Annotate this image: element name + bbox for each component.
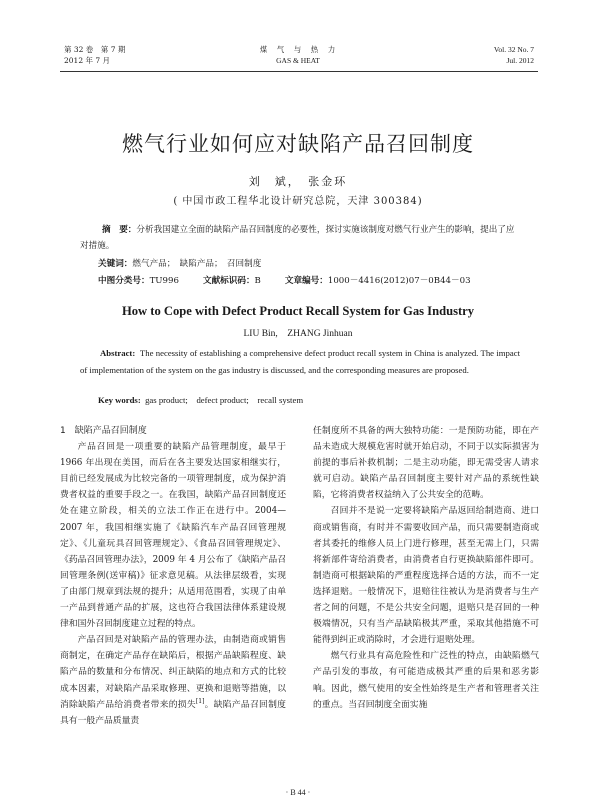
abstract-cn <box>80 222 520 255</box>
body-text: 产品召回是对缺陷产品的管理办法，由制造商或销售商制定，在确定产品存在缺陷后，根据产品缺陷程度、缺陷产品的数量和分布情况、纠正缺陷的地点和方式的比较成本因素，对缺陷产品采取修理、更换和退赔等措施，以消除缺陷产品给消费者带来的损失 <box>60 635 286 710</box>
article-number-label: 文章编号： <box>284 276 328 286</box>
body-paragraph: 任制度所不具备的两大独特功能：一是预防功能，即在产品未造成大规模危害时就开始启动，不同于以实际损害为前提的事后补救机制；二是主动功能，即无需受害人请求就可启动。缺陷产品召回制度主要针对产品的系统性缺陷，它将消费者权益纳入了公共安全的范畴。 <box>313 426 539 501</box>
journal-volume-info-en <box>494 44 534 66</box>
body-paragraph: 产品召回是一项重要的缺陷产品管理制度，最早于 1966 年出现在美国，而后在各主要发达国家相继实行，目前已经发展成为比较完备的一项管理制度，成为保护消费者权益的重要手段之一。在我国，缺陷产品召回制度还处在建立阶段，相关的立法工作正在进行中。2004—2007 年，我国相继实施了《缺陷汽车产品召回管理规定》、《儿童玩具召回管理规定》、《食品召回管理规定》、《药品召回管理办法》，2009 年 4 月公布了《缺陷产品召回管理条例(送审稿)》征求意见稿。从法律层级看，实现了由部门规章到法规的提升；从适用范围看，实现了由单一产品到普通产品的扩展，这也符合我国法律体系建设规律和国外召回制度建立过程的特点。 <box>60 442 286 630</box>
article-number <box>285 273 471 289</box>
document-code <box>203 273 261 289</box>
volume-issue: 第 32 卷 第 7 期 <box>64 45 126 54</box>
clc-label: 中图分类号： <box>98 276 150 286</box>
keywords-cn-text: 燃气产品； 缺陷产品； 召回制度 <box>132 259 262 269</box>
body-paragraph: 燃气行业具有高危险性和广泛性的特点，由缺陷燃气产品引发的事故，有可能造成极其严重的后果和恶劣影响。因此，燃气使用的安全性始终是生产者和管理者关注的重点。当召回制度全面实施 <box>313 651 539 710</box>
journal-name-en: GAS & HEAT <box>276 56 320 65</box>
abstract-en <box>80 345 520 378</box>
authors-cn: 刘 斌， 张金环 <box>248 175 348 188</box>
body-paragraph: 召回并不是说一定要将缺陷产品返回给制造商、进口商或销售商，有时并不需要收回产品，而只需要制造商或者其委托的维修人员上门进行修理，甚至无需上门，只需将新部件寄给消费者，由消费者自行更换缺陷部件即可。制造商可根据缺陷的严重程度选择合适的方法，而不一定选择退赔。一般情况下，退赔往往被认为是消费者与生产者之间的问题，不是公共安全问题，退赔只是召回的一种极端情况，只有当产品缺陷极其严重，采取其他措施不可能得到纠正或消除时，才会进行退赔处理。 <box>313 506 539 646</box>
abstract-cn-label: 摘 要： <box>102 225 137 235</box>
volume-issue-en: Vol. 32 No. 7 <box>493 45 534 54</box>
abstract-cn-text: 分析我国建立全面的缺陷产品召回制度的必要性，探讨实施该制度对燃气行业产生的影响，提出了应对措施。 <box>80 225 515 252</box>
keywords-cn-label: 关键词： <box>98 259 133 269</box>
keywords-en-text: gas product; defect product; recall system <box>145 395 304 405</box>
keywords-en-label: Key words: <box>98 395 141 405</box>
body-column-right <box>313 423 539 713</box>
citation-ref: [1] <box>195 697 205 705</box>
clc-number <box>98 273 179 289</box>
classification-info <box>98 273 528 289</box>
body-column-left <box>60 423 286 729</box>
journal-name-cn: 煤 气 与 热 力 <box>259 45 337 54</box>
affiliation-cn: ( 中国市政工程华北设计研究总院，天津 300384) <box>173 196 423 207</box>
publication-date-en: Jul. 2012 <box>506 56 534 65</box>
keywords-en <box>98 393 528 407</box>
header-rule <box>60 71 538 72</box>
document-code-label: 文献标识码： <box>202 276 255 286</box>
abstract-en-text: The necessity of establishing a comprehensive defect product recall system in China is analyzed. The impact of implementation of the system on the gas industry is discussed, and the corresponding measures are proposed. <box>80 348 521 375</box>
authors-en: LIU Bin, ZHANG Jinhuan <box>243 329 353 339</box>
article-title-cn: 燃气行业如何应对缺陷产品召回制度 <box>122 132 474 156</box>
clc-value: TU996 <box>149 276 179 286</box>
abstract-en-label: Abstract: <box>100 348 136 358</box>
publication-date-cn: 2012 年 7 月 <box>64 56 111 65</box>
article-number-value: 1000－4416(2012)07－0B44－03 <box>327 276 471 286</box>
body-text: 。缺陷产品召回制度具有一般产品质量责 <box>60 699 286 726</box>
keywords-cn <box>98 256 538 272</box>
body-paragraph <box>60 632 286 729</box>
document-code-value: B <box>254 276 261 286</box>
page-number: · B 44 · <box>285 788 311 797</box>
article-title-en: How to Cope with Defect Product Recall System for Gas Industry <box>121 304 475 318</box>
section-heading: 1 缺陷产品召回制度 <box>60 426 147 436</box>
